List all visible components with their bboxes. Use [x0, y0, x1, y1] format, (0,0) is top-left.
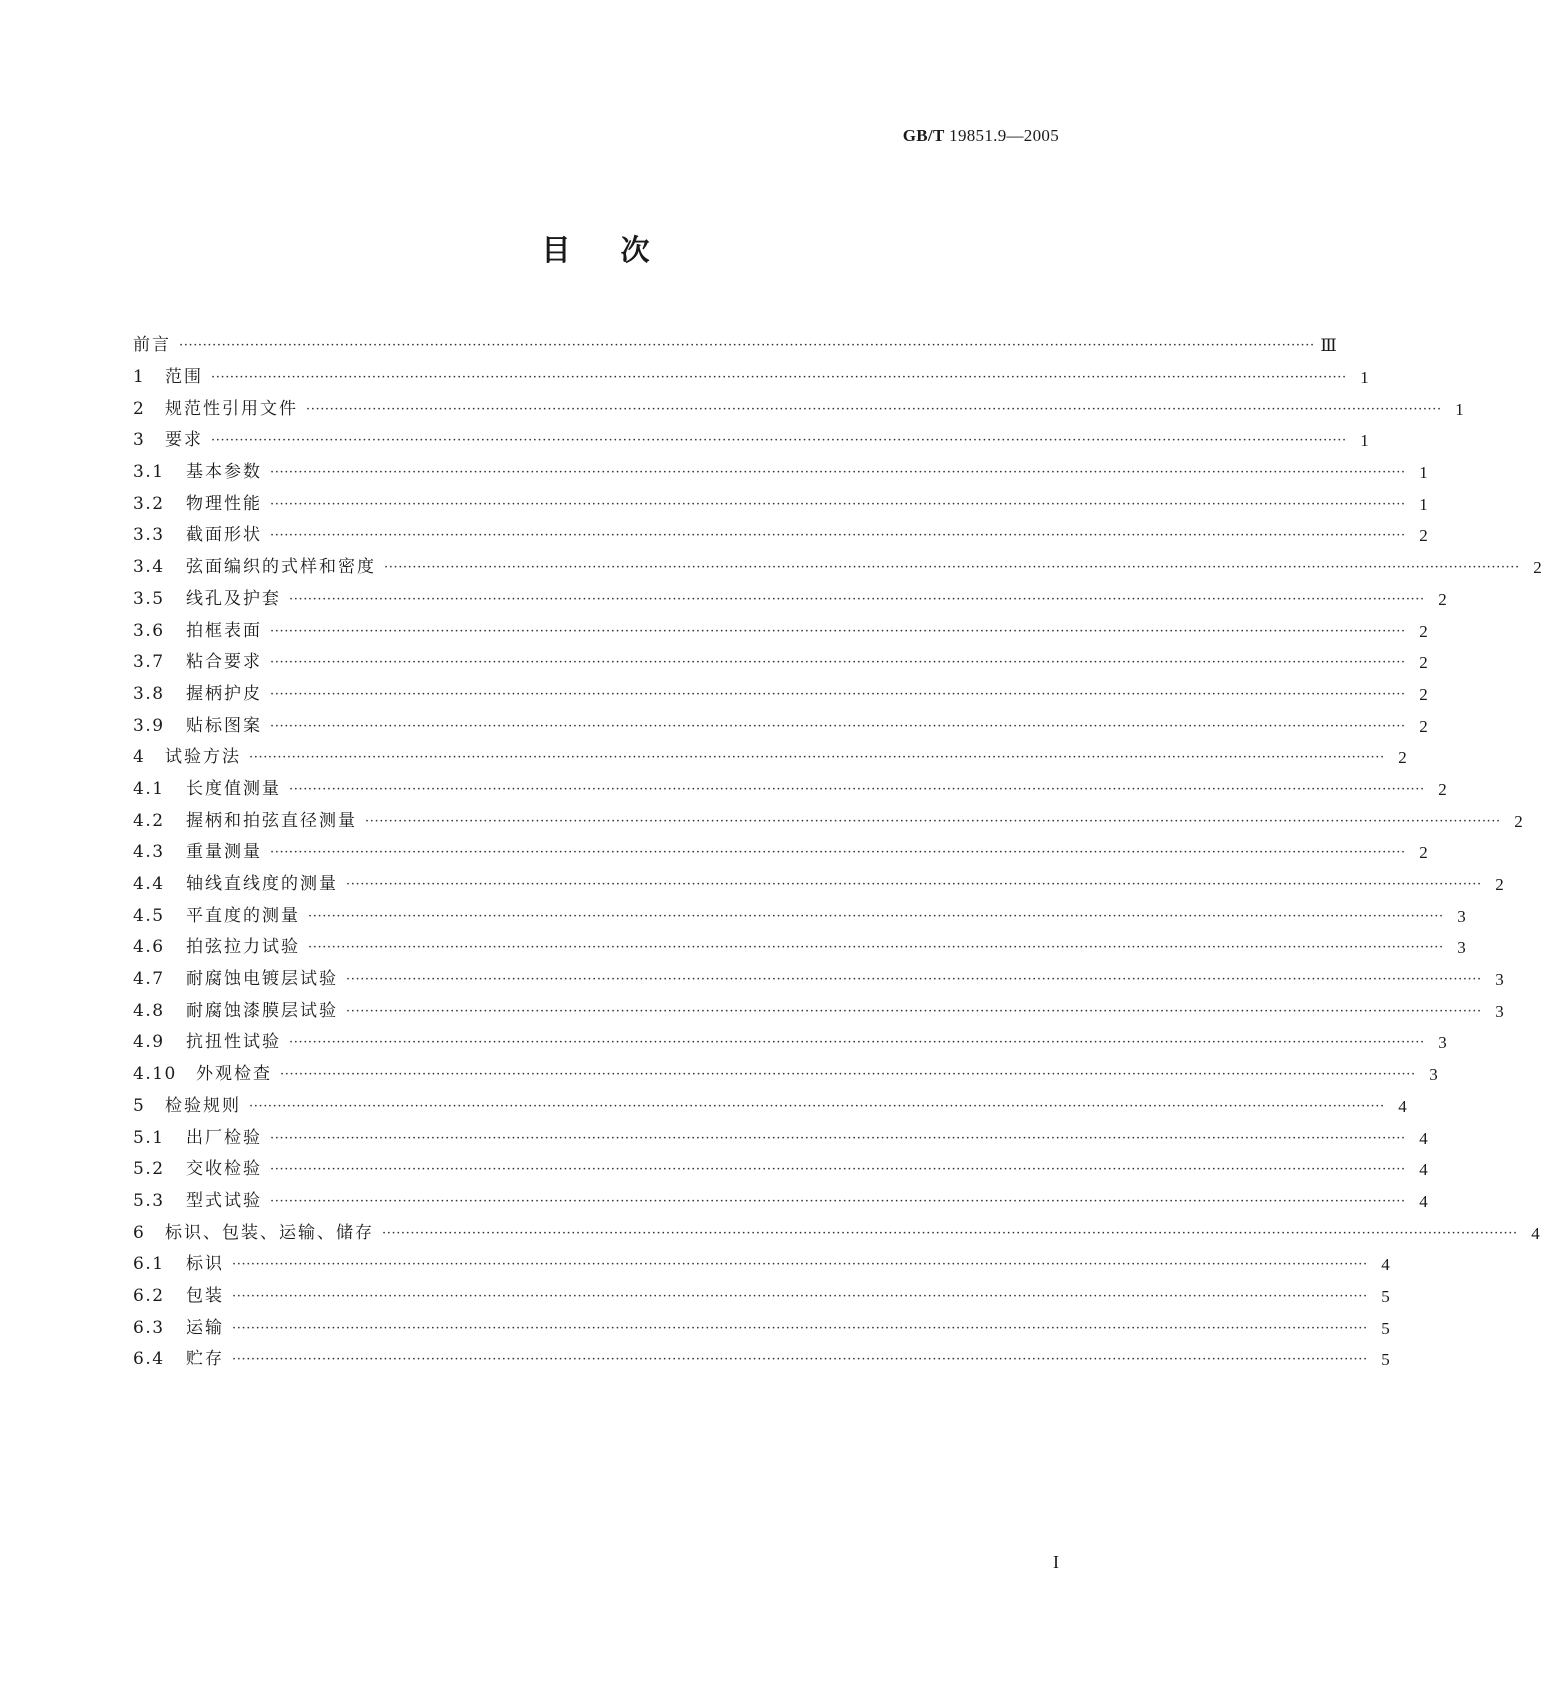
toc-entry-page: 2: [1398, 748, 1407, 768]
toc-entry[interactable]: [133, 615, 1428, 647]
toc-entry-title: 基本参数: [186, 462, 262, 483]
toc-entry-title: 轴线直线度的测量: [186, 874, 338, 895]
toc-entry-page: 1: [1455, 399, 1464, 419]
toc-leader-dots: ················································································································································································································································: [211, 433, 1347, 449]
toc-entry-number: 1: [133, 367, 146, 388]
toc-entry[interactable]: [133, 330, 1337, 362]
toc-entry-page: 4: [1419, 1191, 1428, 1211]
toc-entry-number: 4.3: [133, 842, 165, 863]
toc-leader-dots: ················································································································································································································································: [270, 845, 1406, 861]
toc-entry[interactable]: [133, 964, 1504, 996]
toc-entry-number: 5.2: [133, 1159, 165, 1180]
toc-entry[interactable]: [133, 1217, 1540, 1249]
toc-entry[interactable]: [133, 1249, 1390, 1281]
toc-entry[interactable]: [133, 520, 1428, 552]
toc-entry-number: 4.1: [133, 778, 165, 799]
toc-leader-dots: ················································································································································································································································: [232, 1352, 1368, 1368]
toc-entry-title: 规范性引用文件: [165, 398, 298, 419]
toc-leader-dots: ················································································································································································································································: [232, 1320, 1368, 1336]
toc-entry-page: 3: [1438, 1033, 1447, 1053]
toc-entry[interactable]: [133, 774, 1447, 806]
toc-leader-dots: ················································································································································································································································: [270, 1130, 1406, 1146]
toc-entry-title: 交收检验: [186, 1159, 262, 1180]
toc-entry-number: 4.4: [133, 874, 165, 895]
toc-entry-title: 运输: [186, 1317, 224, 1338]
toc-entry-number: 3.3: [133, 525, 165, 546]
toc-leader-dots: ················································································································································································································································: [232, 1257, 1368, 1273]
toc-entry-page: 2: [1495, 875, 1504, 895]
toc-entry[interactable]: [133, 425, 1369, 457]
toc-entry-number: 6.1: [133, 1254, 165, 1275]
toc-entry-page: 4: [1419, 1128, 1428, 1148]
toc-entry-page: 5: [1381, 1286, 1390, 1306]
toc-entry-page: 4: [1419, 1160, 1428, 1180]
toc-entry-page: Ⅲ: [1320, 336, 1337, 356]
toc-entry-title: 抗扭性试验: [186, 1032, 281, 1053]
toc-entry-page: 5: [1381, 1350, 1390, 1370]
toc-leader-dots: ················································································································································································································································: [232, 1288, 1368, 1304]
toc-leader-dots: ················································································································································································································································: [270, 686, 1406, 702]
toc-entry-page: 5: [1381, 1318, 1390, 1338]
toc-entry-title: 外观检查: [196, 1064, 272, 1085]
toc-entry-title: 弦面编织的式样和密度: [186, 557, 376, 578]
toc-entry-title: 拍弦拉力试验: [186, 937, 300, 958]
toc-entry[interactable]: [133, 647, 1428, 679]
toc-entry[interactable]: [133, 1344, 1390, 1376]
toc-entry-title: 标识、包装、运输、储存: [165, 1222, 374, 1243]
toc-entry[interactable]: [133, 1312, 1390, 1344]
toc-entry-title: 型式试验: [186, 1190, 262, 1211]
toc-entry[interactable]: [133, 679, 1428, 711]
toc-entry-page: 2: [1419, 653, 1428, 673]
toc-entry-title: 物理性能: [186, 493, 262, 514]
toc-entry-page: 2: [1419, 843, 1428, 863]
toc-entry-title: 包装: [186, 1285, 224, 1306]
toc-leader-dots: ················································································································································································································································: [270, 1162, 1406, 1178]
toc-entry-number: 6.4: [133, 1349, 165, 1370]
toc-entry-title: 要求: [165, 430, 203, 451]
toc-entry-number: 6.3: [133, 1317, 165, 1338]
toc-entry-page: 2: [1419, 684, 1428, 704]
toc-entry-number: 4.8: [133, 1000, 165, 1021]
toc-entry-title: 出厂检验: [186, 1127, 262, 1148]
toc-leader-dots: ················································································································································································································································: [365, 813, 1501, 829]
toc-entry-number: 4.6: [133, 937, 165, 958]
document-code-number: 19851.9—2005: [944, 126, 1059, 145]
toc-entry-page: 2: [1419, 716, 1428, 736]
toc-entry-title: 平直度的测量: [186, 905, 300, 926]
toc-entry-title: 长度值测量: [186, 778, 281, 799]
toc-entry-number: 6.2: [133, 1285, 165, 1306]
toc-entry[interactable]: [133, 552, 1542, 584]
toc-entry[interactable]: [133, 1059, 1438, 1091]
toc-entry-title: 拍框表面: [186, 620, 262, 641]
toc-entry-page: 2: [1419, 526, 1428, 546]
toc-leader-dots: ················································································································································································································································: [346, 972, 1482, 988]
toc-entry-title: 线孔及护套: [186, 588, 281, 609]
toc-entry[interactable]: [133, 932, 1466, 964]
toc-leader-dots: ················································································································································································································································: [270, 623, 1406, 639]
toc-entry[interactable]: [133, 1091, 1407, 1123]
toc-leader-dots: ················································································································································································································································: [270, 528, 1406, 544]
toc-entry-number: 6: [133, 1222, 146, 1243]
toc-entry-number: 4.7: [133, 969, 165, 990]
toc-entry-title: 检验规则: [165, 1095, 241, 1116]
toc-entry-number: 5.3: [133, 1190, 165, 1211]
toc-entry[interactable]: [133, 1027, 1447, 1059]
toc-entry-number: 5.1: [133, 1127, 165, 1148]
toc-entry-page: 3: [1495, 970, 1504, 990]
toc-entry-title: 标识: [186, 1254, 224, 1275]
toc-entry-title: 贴标图案: [186, 715, 262, 736]
toc-entry[interactable]: [133, 1186, 1428, 1218]
toc-leader-dots: ················································································································································································································································: [346, 877, 1482, 893]
document-code: [903, 126, 1059, 146]
toc-entry[interactable]: [133, 457, 1428, 489]
toc-entry-page: 2: [1533, 558, 1542, 578]
toc-entry-number: 4.2: [133, 810, 165, 831]
document-code-prefix: GB/T: [902, 126, 945, 145]
toc-entry[interactable]: [133, 742, 1407, 774]
toc-leader-dots: ················································································································································································································································: [249, 750, 1385, 766]
toc-entry[interactable]: [133, 805, 1523, 837]
toc-entry[interactable]: [133, 584, 1447, 616]
toc-leader-dots: ················································································································································································································································: [384, 560, 1520, 576]
toc-entry-number: 4: [133, 747, 146, 768]
toc-entry-page: 2: [1514, 811, 1523, 831]
toc-entry-title: 截面形状: [186, 525, 262, 546]
toc-entry-title: 握柄护皮: [186, 683, 262, 704]
toc-entry[interactable]: [133, 362, 1369, 394]
toc-entry-title: 握柄和拍弦直径测量: [186, 810, 357, 831]
toc-leader-dots: ················································································································································································································································: [270, 718, 1406, 734]
toc-entry-number: 3.2: [133, 493, 165, 514]
toc-entry-title: 粘合要求: [186, 652, 262, 673]
toc-leader-dots: ················································································································································································································································: [211, 370, 1347, 386]
toc-leader-dots: ················································································································································································································································: [306, 401, 1442, 417]
toc-entry-number: 2: [133, 398, 146, 419]
toc-entry-number: 4.5: [133, 905, 165, 926]
toc-entry-page: 2: [1419, 621, 1428, 641]
toc-entry[interactable]: [133, 1154, 1428, 1186]
toc-entry-page: 2: [1438, 779, 1447, 799]
toc-entry-title: 试验方法: [165, 747, 241, 768]
toc-leader-dots: ················································································································································································································································: [289, 781, 1425, 797]
toc-entry-page: 1: [1360, 431, 1369, 451]
toc-entry-number: 3: [133, 430, 146, 451]
toc-entry-page: 3: [1457, 938, 1466, 958]
toc-entry-page: 4: [1398, 1096, 1407, 1116]
toc-title: 目次: [541, 233, 700, 267]
toc-entry-title: 耐腐蚀漆膜层试验: [186, 1000, 338, 1021]
toc-leader-dots: ················································································································································································································································: [249, 1098, 1385, 1114]
toc-entry-number: 3.4: [133, 557, 165, 578]
toc-leader-dots: ················································································································································································································································: [270, 496, 1406, 512]
toc-entry-number: 3.1: [133, 462, 165, 483]
toc-leader-dots: ················································································································································································································································: [270, 655, 1406, 671]
toc-entry-title: 范围: [165, 367, 203, 388]
toc-entry-page: 3: [1495, 1001, 1504, 1021]
toc-entry-number: 3.6: [133, 620, 165, 641]
toc-entry[interactable]: [133, 869, 1504, 901]
toc-entry-number: 4.9: [133, 1032, 165, 1053]
toc-entry-title: 重量测量: [186, 842, 262, 863]
page-number: I: [1053, 1552, 1059, 1572]
toc-entry-page: 3: [1457, 906, 1466, 926]
toc-entry[interactable]: [133, 995, 1504, 1027]
toc-entry-page: 4: [1381, 1255, 1390, 1275]
table-of-contents: [133, 330, 1542, 1376]
toc-entry[interactable]: [133, 393, 1464, 425]
toc-entry-title: 前言: [133, 335, 171, 356]
toc-entry-number: 3.7: [133, 652, 165, 673]
toc-entry-title: 耐腐蚀电镀层试验: [186, 969, 338, 990]
toc-entry-page: 1: [1419, 494, 1428, 514]
toc-entry-number: 4.10: [133, 1064, 177, 1085]
toc-entry[interactable]: [133, 1281, 1390, 1313]
toc-leader-dots: ················································································································································································································································: [289, 591, 1425, 607]
toc-entry[interactable]: [133, 1122, 1428, 1154]
toc-entry-page: 1: [1360, 368, 1369, 388]
toc-leader-dots: ················································································································································································································································: [289, 1035, 1425, 1051]
toc-entry-title: 贮存: [186, 1349, 224, 1370]
toc-leader-dots: ················································································································································································································································: [179, 338, 1315, 354]
toc-leader-dots: ················································································································································································································································: [270, 1193, 1406, 1209]
toc-entry-page: 1: [1419, 463, 1428, 483]
toc-leader-dots: ················································································································································································································································: [382, 1225, 1518, 1241]
toc-entry[interactable]: [133, 710, 1428, 742]
toc-entry-page: 2: [1438, 589, 1447, 609]
toc-leader-dots: ················································································································································································································································: [270, 465, 1406, 481]
toc-entry[interactable]: [133, 900, 1466, 932]
toc-entry[interactable]: [133, 837, 1428, 869]
toc-leader-dots: ················································································································································································································································: [346, 1003, 1482, 1019]
toc-entry-number: 5: [133, 1095, 146, 1116]
toc-leader-dots: ················································································································································································································································: [308, 940, 1444, 956]
toc-entry[interactable]: [133, 488, 1428, 520]
toc-entry-page: 3: [1429, 1065, 1438, 1085]
toc-entry-number: 3.8: [133, 683, 165, 704]
toc-entry-page: 4: [1531, 1223, 1540, 1243]
toc-leader-dots: ················································································································································································································································: [280, 1067, 1416, 1083]
toc-entry-number: 3.9: [133, 715, 165, 736]
toc-leader-dots: ················································································································································································································································: [308, 908, 1444, 924]
toc-entry-number: 3.5: [133, 588, 165, 609]
